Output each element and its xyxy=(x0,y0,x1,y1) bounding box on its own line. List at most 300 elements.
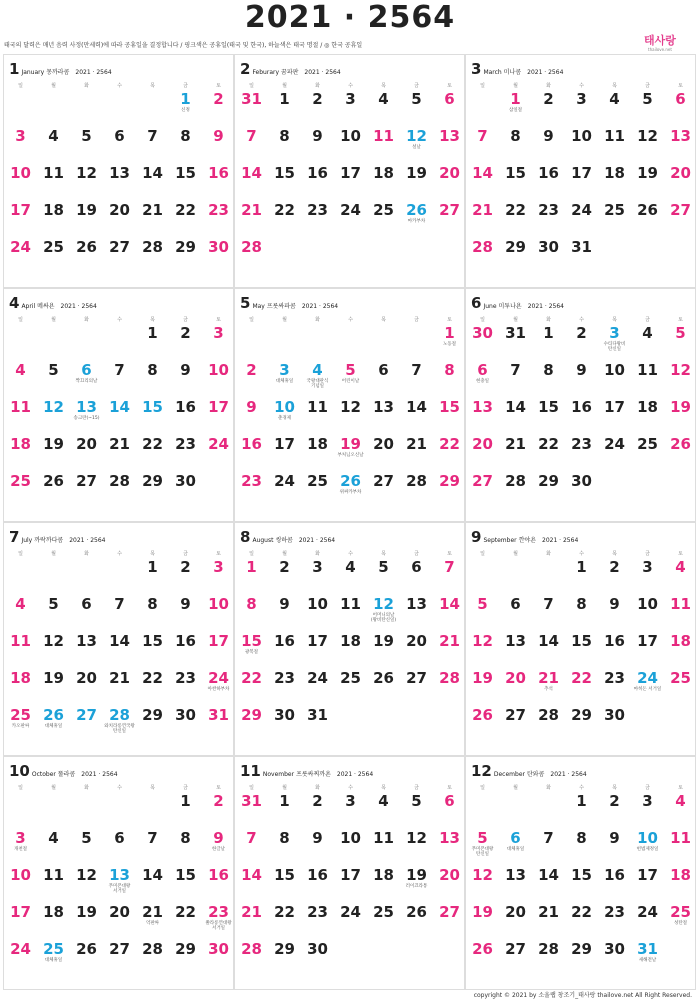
day-number: 19 xyxy=(43,435,64,453)
day-cell xyxy=(70,239,103,256)
day-number: 23 xyxy=(208,903,229,921)
day-number: 15 xyxy=(175,164,196,182)
month-english-name: Feburary xyxy=(252,69,280,76)
day-cell xyxy=(4,239,37,256)
day-number: 9 xyxy=(213,829,224,847)
holiday-note: 기념일 xyxy=(310,384,325,389)
day-cell xyxy=(631,436,664,453)
day-cell xyxy=(169,867,202,884)
weekday-label: 수 xyxy=(348,551,353,557)
day-number: 17 xyxy=(10,903,31,921)
day-cell xyxy=(268,91,301,108)
weekday-label: 토 xyxy=(447,551,452,557)
weekday-label: 토 xyxy=(447,83,452,89)
logo xyxy=(630,34,690,56)
day-cell xyxy=(565,325,598,342)
day-number: 26 xyxy=(637,201,658,219)
day-cell xyxy=(4,830,37,852)
month-number: 12 xyxy=(471,762,492,780)
day-number: 1 xyxy=(543,324,554,342)
day-cell xyxy=(4,941,37,958)
day-cell xyxy=(268,867,301,884)
day-cell xyxy=(499,202,532,219)
day-number: 14 xyxy=(538,866,559,884)
day-number: 14 xyxy=(109,632,130,650)
day-number: 29 xyxy=(439,472,460,490)
month-english-name: November xyxy=(262,771,295,778)
day-number: 8 xyxy=(180,829,191,847)
day-cell xyxy=(664,559,697,576)
day-cell xyxy=(169,793,202,810)
day-cell xyxy=(136,596,169,613)
day-number: 5 xyxy=(345,361,356,379)
day-number: 12 xyxy=(76,866,97,884)
holiday-note: 러이끄라통 xyxy=(405,884,428,889)
weekday-label: 토 xyxy=(678,785,683,791)
day-number: 27 xyxy=(439,903,460,921)
holiday-note: 마카부차 xyxy=(407,219,426,224)
day-cell xyxy=(37,436,70,453)
weekday-label: 금 xyxy=(183,785,188,791)
day-number: 30 xyxy=(604,706,625,724)
day-number: 13 xyxy=(109,164,130,182)
day-number: 27 xyxy=(670,201,691,219)
day-number: 20 xyxy=(505,669,526,687)
day-cell xyxy=(433,596,466,613)
weekday-label: 월 xyxy=(282,785,287,791)
day-number: 29 xyxy=(571,706,592,724)
month-july xyxy=(3,522,234,756)
day-cell xyxy=(367,436,400,453)
day-number: 1 xyxy=(147,558,158,576)
day-cell xyxy=(664,91,697,108)
day-cell xyxy=(235,362,268,379)
day-number: 24 xyxy=(10,238,31,256)
day-number: 8 xyxy=(510,127,521,145)
day-number: 27 xyxy=(472,472,493,490)
day-cell xyxy=(202,362,235,379)
day-cell xyxy=(169,670,202,687)
month-year-label: 2021 · 2564 xyxy=(336,771,374,778)
month-year-label: 2021 · 2564 xyxy=(301,303,339,310)
weekday-label: 목 xyxy=(612,83,617,89)
weekday-label: 금 xyxy=(414,83,419,89)
day-cell xyxy=(301,473,334,490)
day-cell xyxy=(565,362,598,379)
day-cell xyxy=(235,399,268,416)
day-number: 30 xyxy=(208,940,229,958)
weekday-label: 목 xyxy=(381,785,386,791)
holiday-note: 쭐라롱껀대왕 xyxy=(205,921,232,926)
day-number: 29 xyxy=(175,940,196,958)
day-number: 21 xyxy=(505,435,526,453)
day-cell xyxy=(433,436,466,453)
day-number: 22 xyxy=(274,903,295,921)
day-number: 12 xyxy=(406,127,427,145)
day-cell xyxy=(4,473,37,490)
weekday-label: 토 xyxy=(447,317,452,323)
day-number: 20 xyxy=(109,903,130,921)
day-number: 21 xyxy=(538,669,559,687)
day-cell xyxy=(400,559,433,576)
month-year-label: 2021 · 2564 xyxy=(304,69,341,76)
day-cell xyxy=(70,165,103,182)
day-cell xyxy=(499,91,532,113)
weekday-label: 토 xyxy=(447,785,452,791)
day-cell xyxy=(598,904,631,921)
day-cell xyxy=(4,399,37,416)
day-cell xyxy=(499,670,532,687)
day-number: 20 xyxy=(109,201,130,219)
day-cell xyxy=(334,399,367,416)
day-cell xyxy=(532,867,565,884)
day-cell xyxy=(598,202,631,219)
day-cell xyxy=(37,596,70,613)
day-number: 11 xyxy=(373,127,394,145)
weekday-label: 화 xyxy=(315,551,320,557)
weekday-label: 화 xyxy=(546,83,551,89)
day-cell xyxy=(565,596,598,613)
day-cell xyxy=(268,941,301,958)
day-cell xyxy=(301,91,334,108)
weekday-label: 화 xyxy=(546,785,551,791)
day-number: 5 xyxy=(675,324,686,342)
day-number: 13 xyxy=(670,127,691,145)
day-cell xyxy=(598,830,631,847)
day-number: 2 xyxy=(213,792,224,810)
day-number: 1 xyxy=(510,90,521,108)
month-year-label: 2021 · 2564 xyxy=(75,69,112,76)
day-number: 1 xyxy=(147,324,158,342)
day-cell xyxy=(400,165,433,182)
day-number: 4 xyxy=(378,90,389,108)
day-cell xyxy=(631,399,664,416)
month-header xyxy=(9,761,118,779)
weekday-label: 수 xyxy=(117,317,122,323)
day-number: 7 xyxy=(444,558,455,576)
holiday-note: 국왕대관식 xyxy=(306,379,329,384)
day-cell xyxy=(301,399,334,416)
day-cell xyxy=(598,165,631,182)
day-number: 15 xyxy=(571,632,592,650)
day-number: 6 xyxy=(510,595,521,613)
day-cell xyxy=(103,596,136,613)
day-number: 11 xyxy=(340,595,361,613)
day-cell xyxy=(70,436,103,453)
day-number: 28 xyxy=(109,472,130,490)
weekday-label: 월 xyxy=(51,83,56,89)
day-cell xyxy=(235,91,268,108)
day-cell xyxy=(301,633,334,650)
weekday-label: 토 xyxy=(216,785,221,791)
day-cell xyxy=(235,830,268,847)
day-cell xyxy=(235,633,268,655)
day-number: 24 xyxy=(208,669,229,687)
day-cell xyxy=(598,325,631,352)
day-number: 15 xyxy=(538,398,559,416)
holiday-note: 대체휴일 xyxy=(44,724,63,729)
day-number: 21 xyxy=(439,632,460,650)
month-korean-name: 프릇싸파콤 xyxy=(266,303,296,310)
day-cell xyxy=(136,128,169,145)
month-number: 5 xyxy=(240,294,251,312)
day-cell xyxy=(103,202,136,219)
day-number: 18 xyxy=(373,164,394,182)
day-number: 29 xyxy=(241,706,262,724)
day-cell xyxy=(532,596,565,613)
weekday-label: 일 xyxy=(480,317,485,323)
day-cell xyxy=(367,362,400,379)
day-cell xyxy=(103,670,136,687)
day-number: 16 xyxy=(241,435,262,453)
day-cell xyxy=(367,830,400,847)
day-cell xyxy=(103,904,136,921)
day-cell xyxy=(103,128,136,145)
day-number: 22 xyxy=(571,903,592,921)
day-number: 27 xyxy=(505,706,526,724)
day-number: 28 xyxy=(505,472,526,490)
day-cell xyxy=(136,559,169,576)
day-cell xyxy=(169,165,202,182)
day-number: 8 xyxy=(147,361,158,379)
day-cell xyxy=(367,793,400,810)
day-cell xyxy=(268,559,301,576)
day-cell xyxy=(70,473,103,490)
day-number: 10 xyxy=(340,127,361,145)
month-year-label: 2021 · 2564 xyxy=(550,771,587,778)
weekday-label: 목 xyxy=(381,83,386,89)
day-number: 9 xyxy=(180,595,191,613)
day-number: 14 xyxy=(241,866,262,884)
day-cell xyxy=(103,941,136,958)
day-number: 11 xyxy=(43,164,64,182)
day-number: 1 xyxy=(444,324,455,342)
month-march xyxy=(465,54,696,288)
holiday-note: 억판싸 xyxy=(145,921,160,926)
day-cell xyxy=(202,670,235,692)
day-number: 8 xyxy=(246,595,257,613)
day-number: 9 xyxy=(609,829,620,847)
day-number: 31 xyxy=(241,90,262,108)
weekday-label: 일 xyxy=(480,83,485,89)
day-cell xyxy=(37,473,70,490)
day-cell xyxy=(136,239,169,256)
day-cell xyxy=(301,867,334,884)
weekday-label: 일 xyxy=(249,317,254,323)
day-cell xyxy=(301,436,334,453)
day-number: 28 xyxy=(439,669,460,687)
day-number: 13 xyxy=(373,398,394,416)
day-cell xyxy=(433,830,466,847)
day-number: 14 xyxy=(439,595,460,613)
day-number: 13 xyxy=(505,632,526,650)
day-cell xyxy=(202,128,235,145)
day-cell xyxy=(499,128,532,145)
day-cell xyxy=(433,904,466,921)
day-number: 18 xyxy=(43,903,64,921)
day-cell xyxy=(631,128,664,145)
day-cell xyxy=(598,399,631,416)
day-cell xyxy=(268,202,301,219)
day-number: 8 xyxy=(279,829,290,847)
day-number: 5 xyxy=(477,829,488,847)
day-number: 25 xyxy=(10,472,31,490)
day-cell xyxy=(664,633,697,650)
day-number: 8 xyxy=(147,595,158,613)
weekday-label: 수 xyxy=(579,83,584,89)
day-number: 11 xyxy=(604,127,625,145)
day-cell xyxy=(664,596,697,613)
day-number: 26 xyxy=(373,669,394,687)
weekday-label: 수 xyxy=(117,83,122,89)
day-cell xyxy=(466,830,499,857)
day-cell xyxy=(499,399,532,416)
day-cell xyxy=(664,830,697,847)
day-number: 9 xyxy=(576,361,587,379)
day-cell xyxy=(202,941,235,958)
day-number: 17 xyxy=(208,398,229,416)
day-cell xyxy=(466,904,499,921)
day-number: 10 xyxy=(307,595,328,613)
day-cell xyxy=(136,202,169,219)
day-number: 2 xyxy=(279,558,290,576)
day-cell xyxy=(235,867,268,884)
month-korean-name: 까락까다콤 xyxy=(34,537,64,544)
day-number: 7 xyxy=(543,829,554,847)
month-feburary xyxy=(234,54,465,288)
weekday-label: 월 xyxy=(513,551,518,557)
day-number: 23 xyxy=(604,903,625,921)
day-number: 17 xyxy=(637,866,658,884)
day-cell xyxy=(400,904,433,921)
weekday-label: 목 xyxy=(150,551,155,557)
day-number: 3 xyxy=(642,558,653,576)
day-cell xyxy=(37,399,70,416)
day-cell xyxy=(37,202,70,219)
day-number: 21 xyxy=(142,201,163,219)
month-june xyxy=(465,288,696,522)
day-number: 1 xyxy=(180,792,191,810)
month-header xyxy=(240,59,341,77)
day-number: 1 xyxy=(279,90,290,108)
holiday-note: 탄신일 xyxy=(475,852,490,857)
day-cell xyxy=(301,165,334,182)
day-cell xyxy=(334,793,367,810)
day-number: 22 xyxy=(505,201,526,219)
holiday-note: 푸미폰대왕 xyxy=(108,884,131,889)
day-number: 7 xyxy=(147,127,158,145)
month-year-label: 2021 · 2564 xyxy=(542,537,579,544)
day-number: 18 xyxy=(373,866,394,884)
day-cell xyxy=(334,867,367,884)
day-cell xyxy=(37,941,70,963)
holiday-note: 신정 xyxy=(181,108,190,113)
day-cell xyxy=(334,128,367,145)
month-header xyxy=(471,761,587,779)
day-cell xyxy=(268,399,301,421)
day-cell xyxy=(169,202,202,219)
day-number: 4 xyxy=(675,792,686,810)
day-number: 27 xyxy=(109,940,130,958)
day-number: 14 xyxy=(472,164,493,182)
day-number: 12 xyxy=(670,361,691,379)
day-number: 28 xyxy=(406,472,427,490)
day-cell xyxy=(367,596,400,623)
day-number: 15 xyxy=(175,866,196,884)
day-number: 18 xyxy=(307,435,328,453)
day-number: 5 xyxy=(477,595,488,613)
weekday-label: 월 xyxy=(513,785,518,791)
weekday-label: 수 xyxy=(348,83,353,89)
day-number: 14 xyxy=(109,398,130,416)
day-cell xyxy=(169,436,202,453)
day-number: 21 xyxy=(109,669,130,687)
day-cell xyxy=(367,670,400,687)
day-cell xyxy=(169,91,202,113)
day-number: 23 xyxy=(307,903,328,921)
day-cell xyxy=(136,867,169,884)
day-number: 28 xyxy=(241,238,262,256)
calendar-grid xyxy=(3,54,697,990)
day-cell xyxy=(499,362,532,379)
day-cell xyxy=(664,867,697,884)
day-number: 13 xyxy=(505,866,526,884)
month-korean-name: 탄와콤 xyxy=(527,771,545,778)
day-cell xyxy=(499,830,532,852)
day-number: 13 xyxy=(109,866,130,884)
day-number: 25 xyxy=(604,201,625,219)
holiday-note: 설날 xyxy=(412,145,421,150)
weekday-label: 목 xyxy=(381,551,386,557)
day-cell xyxy=(37,239,70,256)
day-number: 30 xyxy=(307,940,328,958)
day-number: 14 xyxy=(505,398,526,416)
day-cell xyxy=(400,596,433,613)
day-cell xyxy=(466,202,499,219)
day-cell xyxy=(466,362,499,384)
day-cell xyxy=(202,633,235,650)
day-number: 24 xyxy=(571,201,592,219)
day-cell xyxy=(598,633,631,650)
month-english-name: August xyxy=(252,537,274,544)
day-number: 16 xyxy=(208,866,229,884)
day-cell xyxy=(400,362,433,379)
day-number: 24 xyxy=(307,669,328,687)
day-cell xyxy=(565,867,598,884)
day-number: 3 xyxy=(15,127,26,145)
day-number: 5 xyxy=(642,90,653,108)
day-cell xyxy=(532,362,565,379)
weekday-label: 일 xyxy=(249,785,254,791)
day-number: 6 xyxy=(114,829,125,847)
weekday-label: 일 xyxy=(18,785,23,791)
month-number: 11 xyxy=(240,762,261,780)
day-number: 15 xyxy=(142,632,163,650)
weekday-label: 목 xyxy=(381,317,386,323)
day-cell xyxy=(202,399,235,416)
day-number: 30 xyxy=(604,940,625,958)
day-cell xyxy=(37,904,70,921)
day-number: 15 xyxy=(142,398,163,416)
day-number: 7 xyxy=(510,361,521,379)
day-number: 5 xyxy=(81,829,92,847)
day-number: 29 xyxy=(175,238,196,256)
holiday-note: 새해전날 xyxy=(638,958,657,963)
day-cell xyxy=(433,128,466,145)
day-cell xyxy=(301,128,334,145)
day-number: 24 xyxy=(637,669,658,687)
day-cell xyxy=(268,596,301,613)
